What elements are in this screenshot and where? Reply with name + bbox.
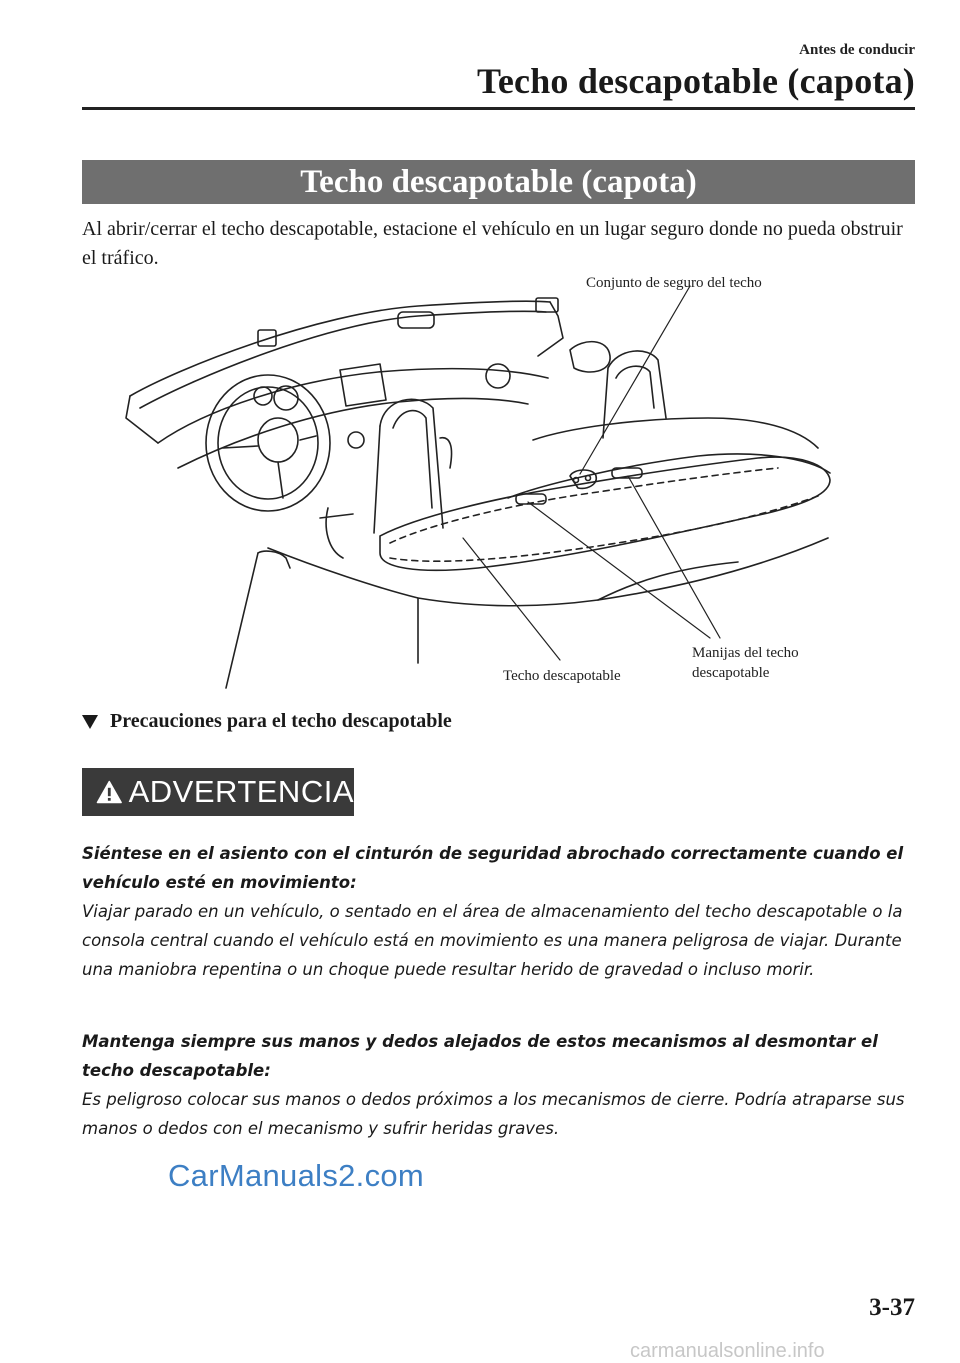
watermark-link[interactable]: CarManuals2.com	[168, 1158, 425, 1193]
warning-body: Es peligroso colocar sus manos o dedos próximos a los mecanismos de cierre. Podría atraparse sus manos o dedos con el mecanismo y sufrir heridas graves.	[82, 1090, 905, 1138]
subsection-heading	[82, 710, 452, 733]
warning-body: Viajar parado en un vehículo, o sentado en el área de almacenamiento del techo descapotable o la consola central cuando el vehículo está en movimiento es una manera peligrosa de viajar. Durante una maniobra repentina o un choque puede resultar herido de gravedad o incluso morir.	[82, 902, 903, 979]
intro-paragraph: Al abrir/cerrar el techo descapotable, estacione el vehículo en un lugar seguro donde no pueda obstruir el tráfico.	[82, 218, 903, 269]
header-divider	[82, 107, 915, 110]
label-roof-lock-assembly: Conjunto de seguro del techo	[586, 275, 762, 291]
section-title-banner	[82, 160, 915, 204]
page-header-title: Techo descapotable (capota)	[476, 61, 915, 101]
triangle-bullet-icon	[82, 715, 98, 729]
label-top-handles-line2: descapotable	[692, 665, 770, 681]
warning-triangle-icon	[96, 775, 123, 809]
car-interior-drawing	[118, 268, 848, 698]
label-top-handles-line1: Manijas del techo	[692, 645, 799, 661]
label-convertible-top: Techo descapotable	[503, 668, 621, 684]
section-title: Techo descapotable (capota)	[300, 163, 697, 200]
convertible-top-illustration	[118, 268, 848, 698]
chapter-name: Antes de conducir	[799, 42, 915, 58]
warning-item-hands	[82, 1027, 912, 1143]
warning-item-seatbelt	[82, 839, 912, 984]
warning-heading: Mantenga siempre sus manos y dedos alejados de estos mecanismos al desmontar el techo descapotable:	[82, 1032, 878, 1080]
warning-label: ADVERTENCIA	[128, 774, 354, 809]
warning-badge	[82, 768, 354, 816]
page-number: 3-37	[869, 1294, 915, 1321]
subsection-title: Precauciones para el techo descapotable	[110, 710, 452, 732]
warning-heading: Siéntese en el asiento con el cinturón de seguridad abrochado correctamente cuando el vehículo esté en movimiento:	[82, 844, 904, 892]
footer-watermark: carmanualsonline.info	[630, 1340, 825, 1362]
